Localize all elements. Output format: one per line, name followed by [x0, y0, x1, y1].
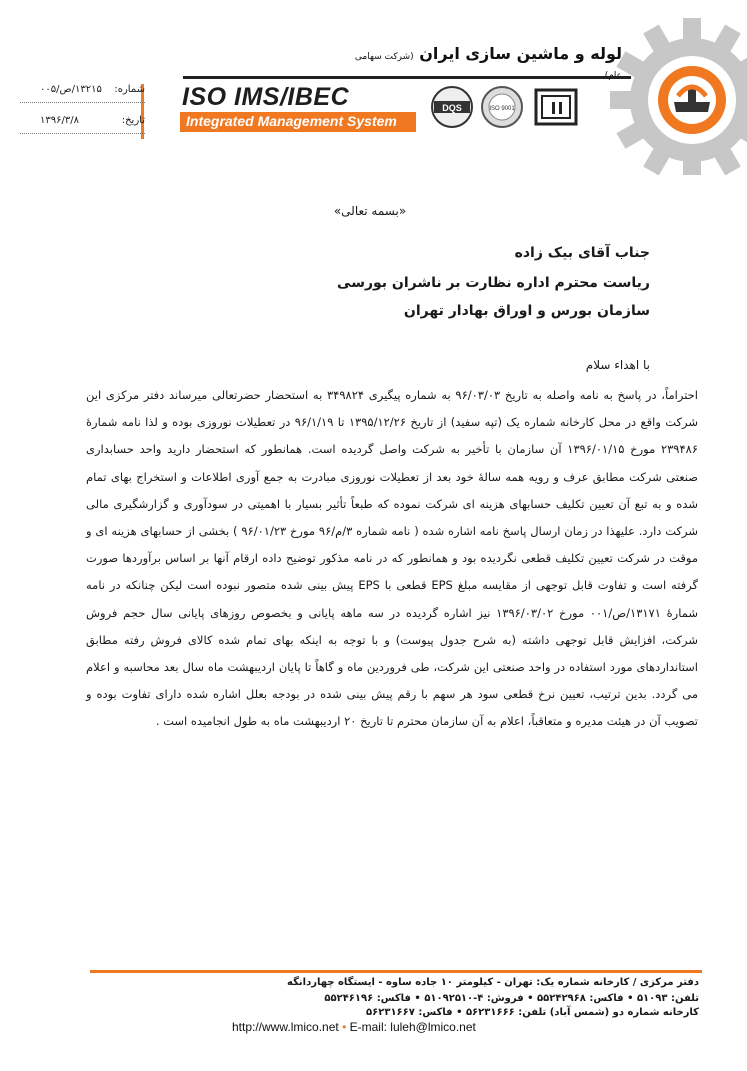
company-type: (شرکت سهامی [354, 52, 414, 62]
standard-mark-icon [536, 90, 576, 124]
separator-dot: • [342, 1020, 347, 1034]
date-value: ۱۳۹۶/۳/۸ [40, 115, 79, 126]
reference-number-row [20, 78, 145, 103]
website-link[interactable]: http://www.lmico.net [232, 1020, 339, 1034]
certification-logos [430, 84, 580, 130]
footer-plant-two: کارخانه شماره دو (شمس آباد) تلفن: ۵۶۲۳۱۶۶۶ • فاکس: ۵۶۲۳۱۶۶۷ [366, 1007, 699, 1018]
dqs-certificate-icon [432, 87, 472, 127]
email-link[interactable]: E-mail: luleh@lmico.net [349, 1020, 476, 1034]
addressee-title: ریاست محترم اداره نظارت بر ناشران بورسی [337, 275, 650, 291]
letter-body [86, 382, 698, 736]
number-value: ۱۳۲۱۵/ص/۰۰۵ [40, 84, 102, 95]
footer-divider [90, 970, 702, 973]
header-divider [183, 76, 631, 79]
reference-block [20, 78, 145, 140]
greeting: با اهداء سلام [585, 358, 650, 372]
svg-text:DQS: DQS [442, 103, 462, 113]
footer-phones: تلفن: ۵۱۰۹۳ • فاکس: ۵۵۲۴۲۹۶۸ • فروش: ۴-۵۱۰۹۲۵۱۰ • فاکس: ۵۵۲۴۶۱۹۶ [324, 993, 699, 1004]
addressee-organization: سازمان بورس و اوراق بهادار تهران [403, 303, 650, 319]
date-label: تاریخ: [121, 115, 145, 126]
letter-paragraph: احتراماً، در پاسخ به نامه واصله به تاریخ ۹۶/۰۳/۰۳ به شماره پیگیری ۳۴۹۸۲۴ به استحضار حضرتعالی میرساند دفتر مرکزی این شرکت واقع در محل کارخانه شماره یک (تپه سفید) از تاریخ ۱۳۹۵/۱۲/۲۶ تا ۹۶/۱/۱۹ در تعطیلات نوروزی بوده و لذا نامه شمارهٔ ۲۳۹۴۸۶ مورخ ۱۳۹۶/۰۱/۱۵ آن سازمان با تأخیر به شرکت واصل گردیده است. همانطور که استحضار دارید واحد حسابداری صنعتی شرکت مطابق عرف و رویه همه سالهٔ خود بعد از تعطیلات نوروزی مبادرت به جمع آوری اطلاعات و استخراج بهای تمام شده و به تبع آن تعیین تکلیف حسابهای هزینه ای شرکت نموده که طبعاً تأثیر بسیار با اهمیتی در سودآوری و گزارشگیری مالی شرکت دارد. علیهذا در زمان ارسال پاسخ نامه اشاره شده ( نامه شماره ۳/م/۹۶ مورخ ۹۶/۰۱/۲۳ ) بخشی از حسابهای هزینه ای و موقت در شرکت تعیین تکلیف قطعی نگردیده بود و همانطور که در نامه مذکور توضیح داده ارقام آنها بر اساس برآوردها صورت گرفته است و تفاوت قابل توجهی از مقایسه مبلغ EPS قطعی با EPS پیش بینی شده متصور نبوده است لیکن چنانکه در نامه شمارهٔ ۱۳۱۷۱/ص/۰۰۱ مورخ ۱۳۹۶/۰۳/۰۲ نیز اشاره گردیده در سه ماهه پایانی و بخصوص روزهای پایانی سال حجم فروش شرکت، افزایش قابل توجهی داشته (به شرح جدول پیوست) و با توجه به اینکه بهای تمام شده کالای فروش رفته مطابق استانداردهای مورد استفاده در واحد صنعتی این شرکت، طی فروردین ماه و گاهاً تا پایان اردیبهشت ماه سال بعد محاسبه و اعلام می گردد. بدین ترتیب، تعیین نرخ قطعی سود هر سهم با رقم پیش بینی شده در بودجه بعلل اشاره شده دارای تفاوت بوده و تصویب آن در هیئت مدیره و متعاقباً، اعلام به آن سازمان محترم تا تاریخ ۲۰ اردیبهشت ماه به طول انجامیده است . [86, 388, 699, 729]
cert-label: ISO 9001 [489, 106, 515, 112]
company-name: لوله و ماشین سازی ایران [419, 44, 622, 63]
footer-address: دفتر مرکزی / کارخانه شماره یک: تهران - کیلومتر ۱۰ جاده ساوه - ایستگاه چهاردانگه [287, 977, 699, 988]
footer-contact [232, 1020, 476, 1034]
addressee-name: جناب آقای بیک زاده [514, 245, 650, 261]
ims-subtitle: Integrated Management System [186, 113, 397, 129]
reference-date-row [20, 109, 145, 134]
iso-title: ISO IMS/IBEC [182, 83, 350, 111]
company-gear-logo [610, 0, 747, 175]
basmala: «بسمه تعالی» [333, 204, 407, 218]
quality-seal-icon [482, 87, 522, 127]
number-label: شماره: [114, 84, 145, 95]
